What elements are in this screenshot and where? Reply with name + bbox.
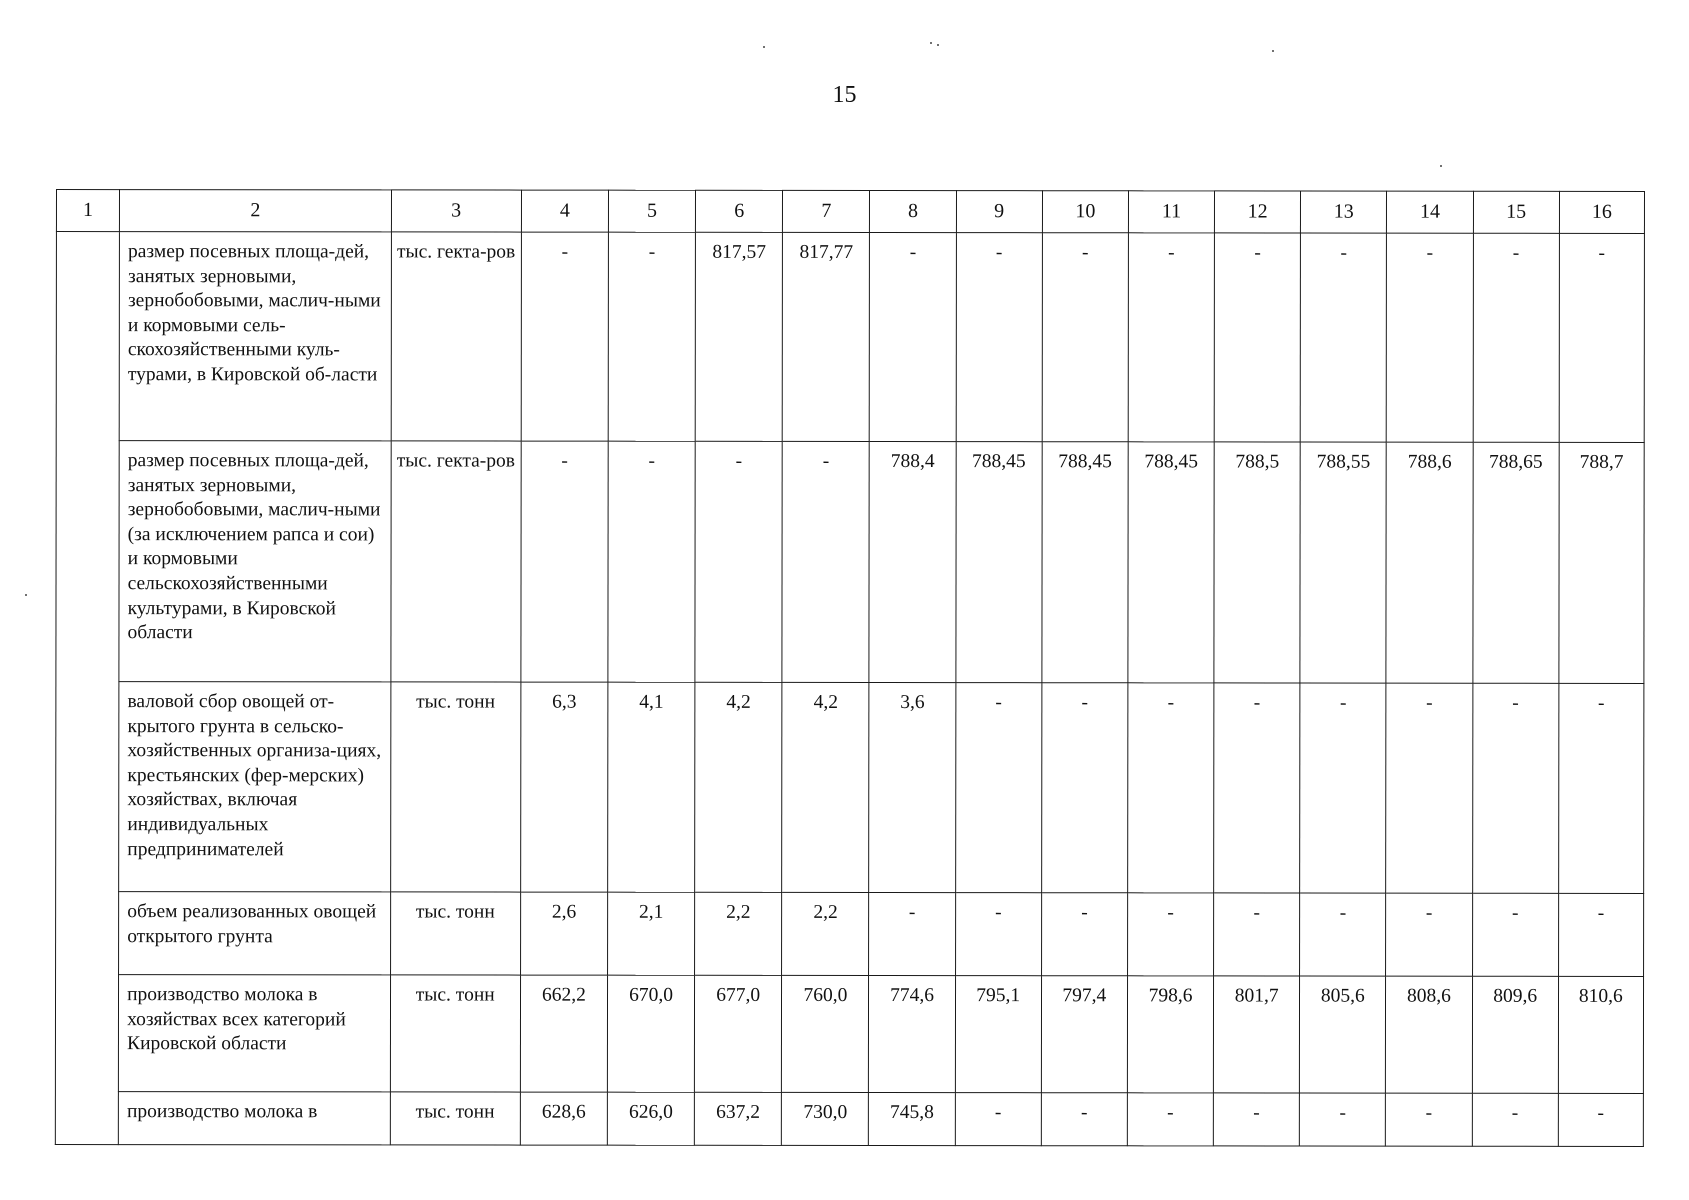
value-cell: - [955, 1093, 1041, 1146]
page-number: 15 [832, 82, 857, 108]
unit-cell: тыс. тонн [390, 892, 520, 975]
value-cell: 2,1 [608, 892, 695, 975]
scan-speck [930, 42, 932, 44]
value-cell: - [955, 893, 1041, 976]
value-cell: 4,1 [608, 682, 695, 892]
value-cell: - [1214, 233, 1300, 442]
scan-speck [1272, 50, 1274, 52]
value-cell: 662,2 [520, 975, 607, 1092]
value-cell: - [608, 441, 695, 682]
value-cell: 788,4 [869, 441, 955, 682]
header-cell: 2 [120, 190, 392, 232]
value-cell: 817,77 [783, 232, 870, 441]
value-cell: 788,45 [1042, 442, 1128, 683]
value-cell: - [955, 683, 1041, 893]
table-row [56, 682, 1644, 894]
value-cell: - [1300, 683, 1386, 893]
value-cell: - [1558, 893, 1643, 976]
header-cell: 1 [56, 190, 119, 232]
unit-cell: тыс. гекта-ров [391, 232, 521, 441]
value-cell: - [782, 441, 869, 682]
value-cell: - [1386, 1093, 1472, 1146]
value-cell: - [870, 232, 956, 441]
scan-speck [1440, 165, 1442, 167]
value-cell: - [1472, 683, 1558, 893]
value-cell: 788,45 [1128, 442, 1214, 683]
unit-cell: тыс. тонн [390, 975, 520, 1092]
value-cell: 677,0 [695, 975, 782, 1092]
header-cell: 3 [391, 190, 521, 232]
value-cell: 745,8 [869, 1092, 955, 1145]
value-cell: - [1041, 683, 1127, 893]
indicator-table [55, 189, 1645, 1147]
value-cell: 798,6 [1127, 976, 1213, 1093]
value-cell: - [1213, 1093, 1299, 1146]
value-cell: 817,57 [695, 232, 782, 441]
value-cell: - [1300, 233, 1386, 442]
value-cell: - [1214, 683, 1300, 893]
value-cell: - [1558, 683, 1644, 893]
value-cell: - [695, 441, 782, 682]
indicator-name-cell: валовой сбор овощей от-крытого грунта в сельско-хозяйственных организа-циях, крестьянских (фер-мерских) хозяйствах, включая индивидуальных предпринимателей [119, 682, 391, 892]
value-cell: 2,6 [520, 892, 607, 975]
header-cell: 6 [696, 190, 783, 232]
value-cell: 670,0 [607, 975, 694, 1092]
value-cell: - [1041, 893, 1127, 976]
value-cell: - [521, 441, 608, 682]
value-cell: 795,1 [955, 976, 1041, 1093]
table-row [55, 975, 1643, 1094]
value-cell: 4,2 [782, 682, 869, 892]
indicator-name-cell: размер посевных площа-дей, занятых зерновыми, зернобобовыми, маслич-ными и кормовыми сель-скохозяйственными куль-турами, в Кировской об-ласти [119, 232, 391, 441]
header-cell: 12 [1215, 191, 1301, 233]
value-cell: 788,5 [1214, 442, 1300, 683]
value-cell: 810,6 [1558, 976, 1643, 1093]
value-cell: 788,65 [1472, 442, 1558, 683]
value-cell: 788,6 [1386, 442, 1472, 683]
header-cell: 5 [608, 190, 695, 232]
header-cell: 14 [1387, 191, 1473, 233]
header-row [56, 190, 1644, 234]
value-cell: - [1386, 683, 1472, 893]
indicator-name-cell: размер посевных площа-дей, занятых зерновыми, зернобобовыми, маслич-ными (за исключением рапса и сои) и кормовыми сельскохозяйственными культурами, в Кировской области [119, 441, 391, 682]
value-cell: - [1042, 233, 1128, 442]
value-cell: - [869, 892, 955, 975]
scan-speck [25, 594, 27, 596]
value-cell: - [1300, 893, 1386, 976]
table-row [56, 232, 1644, 443]
header-cell: 15 [1473, 191, 1559, 233]
value-cell: 2,2 [782, 892, 869, 975]
scan-speck [763, 46, 765, 48]
table-row [56, 441, 1644, 684]
value-cell: - [1472, 1093, 1558, 1146]
value-cell: 730,0 [782, 1092, 869, 1145]
header-cell: 9 [956, 191, 1042, 233]
header-cell: 13 [1301, 191, 1387, 233]
value-cell: - [1473, 233, 1559, 442]
value-cell: 788,7 [1559, 442, 1645, 683]
table-row [56, 892, 1644, 977]
value-cell: - [1128, 233, 1214, 442]
header-cell: 10 [1042, 191, 1128, 233]
value-cell: - [1041, 1093, 1127, 1146]
value-cell: 805,6 [1300, 976, 1386, 1093]
value-cell: - [521, 232, 608, 441]
value-cell: - [1387, 233, 1473, 442]
value-cell: 6,3 [520, 682, 607, 892]
unit-cell: тыс. тонн [390, 1092, 520, 1145]
header-cell: 11 [1128, 191, 1214, 233]
table-row [55, 1091, 1643, 1146]
value-cell: 3,6 [869, 682, 955, 892]
value-cell: 628,6 [520, 1092, 607, 1145]
value-cell: 2,2 [695, 892, 782, 975]
header-cell: 8 [870, 190, 956, 232]
header-cell: 16 [1559, 191, 1644, 233]
value-cell: - [1386, 893, 1472, 976]
value-cell: 788,55 [1300, 442, 1386, 683]
header-cell: 7 [783, 190, 870, 232]
value-cell: 788,45 [956, 442, 1042, 683]
value-cell: 808,6 [1386, 976, 1472, 1093]
value-cell: - [1300, 1093, 1386, 1146]
row-number-cell [55, 232, 119, 1145]
indicator-name-cell: производство молока в хозяйствах всех категорий Кировской области [119, 975, 391, 1092]
value-cell: - [1127, 893, 1213, 976]
value-cell: 809,6 [1472, 976, 1558, 1093]
value-cell: - [956, 233, 1042, 442]
unit-cell: тыс. тонн [390, 682, 520, 892]
value-cell: 637,2 [694, 1092, 781, 1145]
value-cell: 774,6 [869, 975, 955, 1092]
value-cell: - [1214, 893, 1300, 976]
header-cell: 4 [521, 190, 608, 232]
value-cell: 797,4 [1041, 976, 1127, 1093]
value-cell: 801,7 [1213, 976, 1299, 1093]
value-cell: - [608, 232, 695, 441]
unit-cell: тыс. гекта-ров [391, 441, 522, 682]
scan-speck [937, 44, 939, 46]
indicator-name-cell: объем реализованных овощей открытого грунта [119, 892, 391, 975]
value-cell: - [1559, 233, 1645, 442]
value-cell: - [1472, 893, 1558, 976]
value-cell: - [1558, 1093, 1643, 1146]
value-cell: - [1127, 1093, 1213, 1146]
value-cell: 4,2 [695, 682, 782, 892]
value-cell: - [1128, 683, 1214, 893]
value-cell: 626,0 [607, 1092, 694, 1145]
indicator-name-cell: производство молока в [118, 1092, 390, 1145]
value-cell: 760,0 [782, 975, 869, 1092]
